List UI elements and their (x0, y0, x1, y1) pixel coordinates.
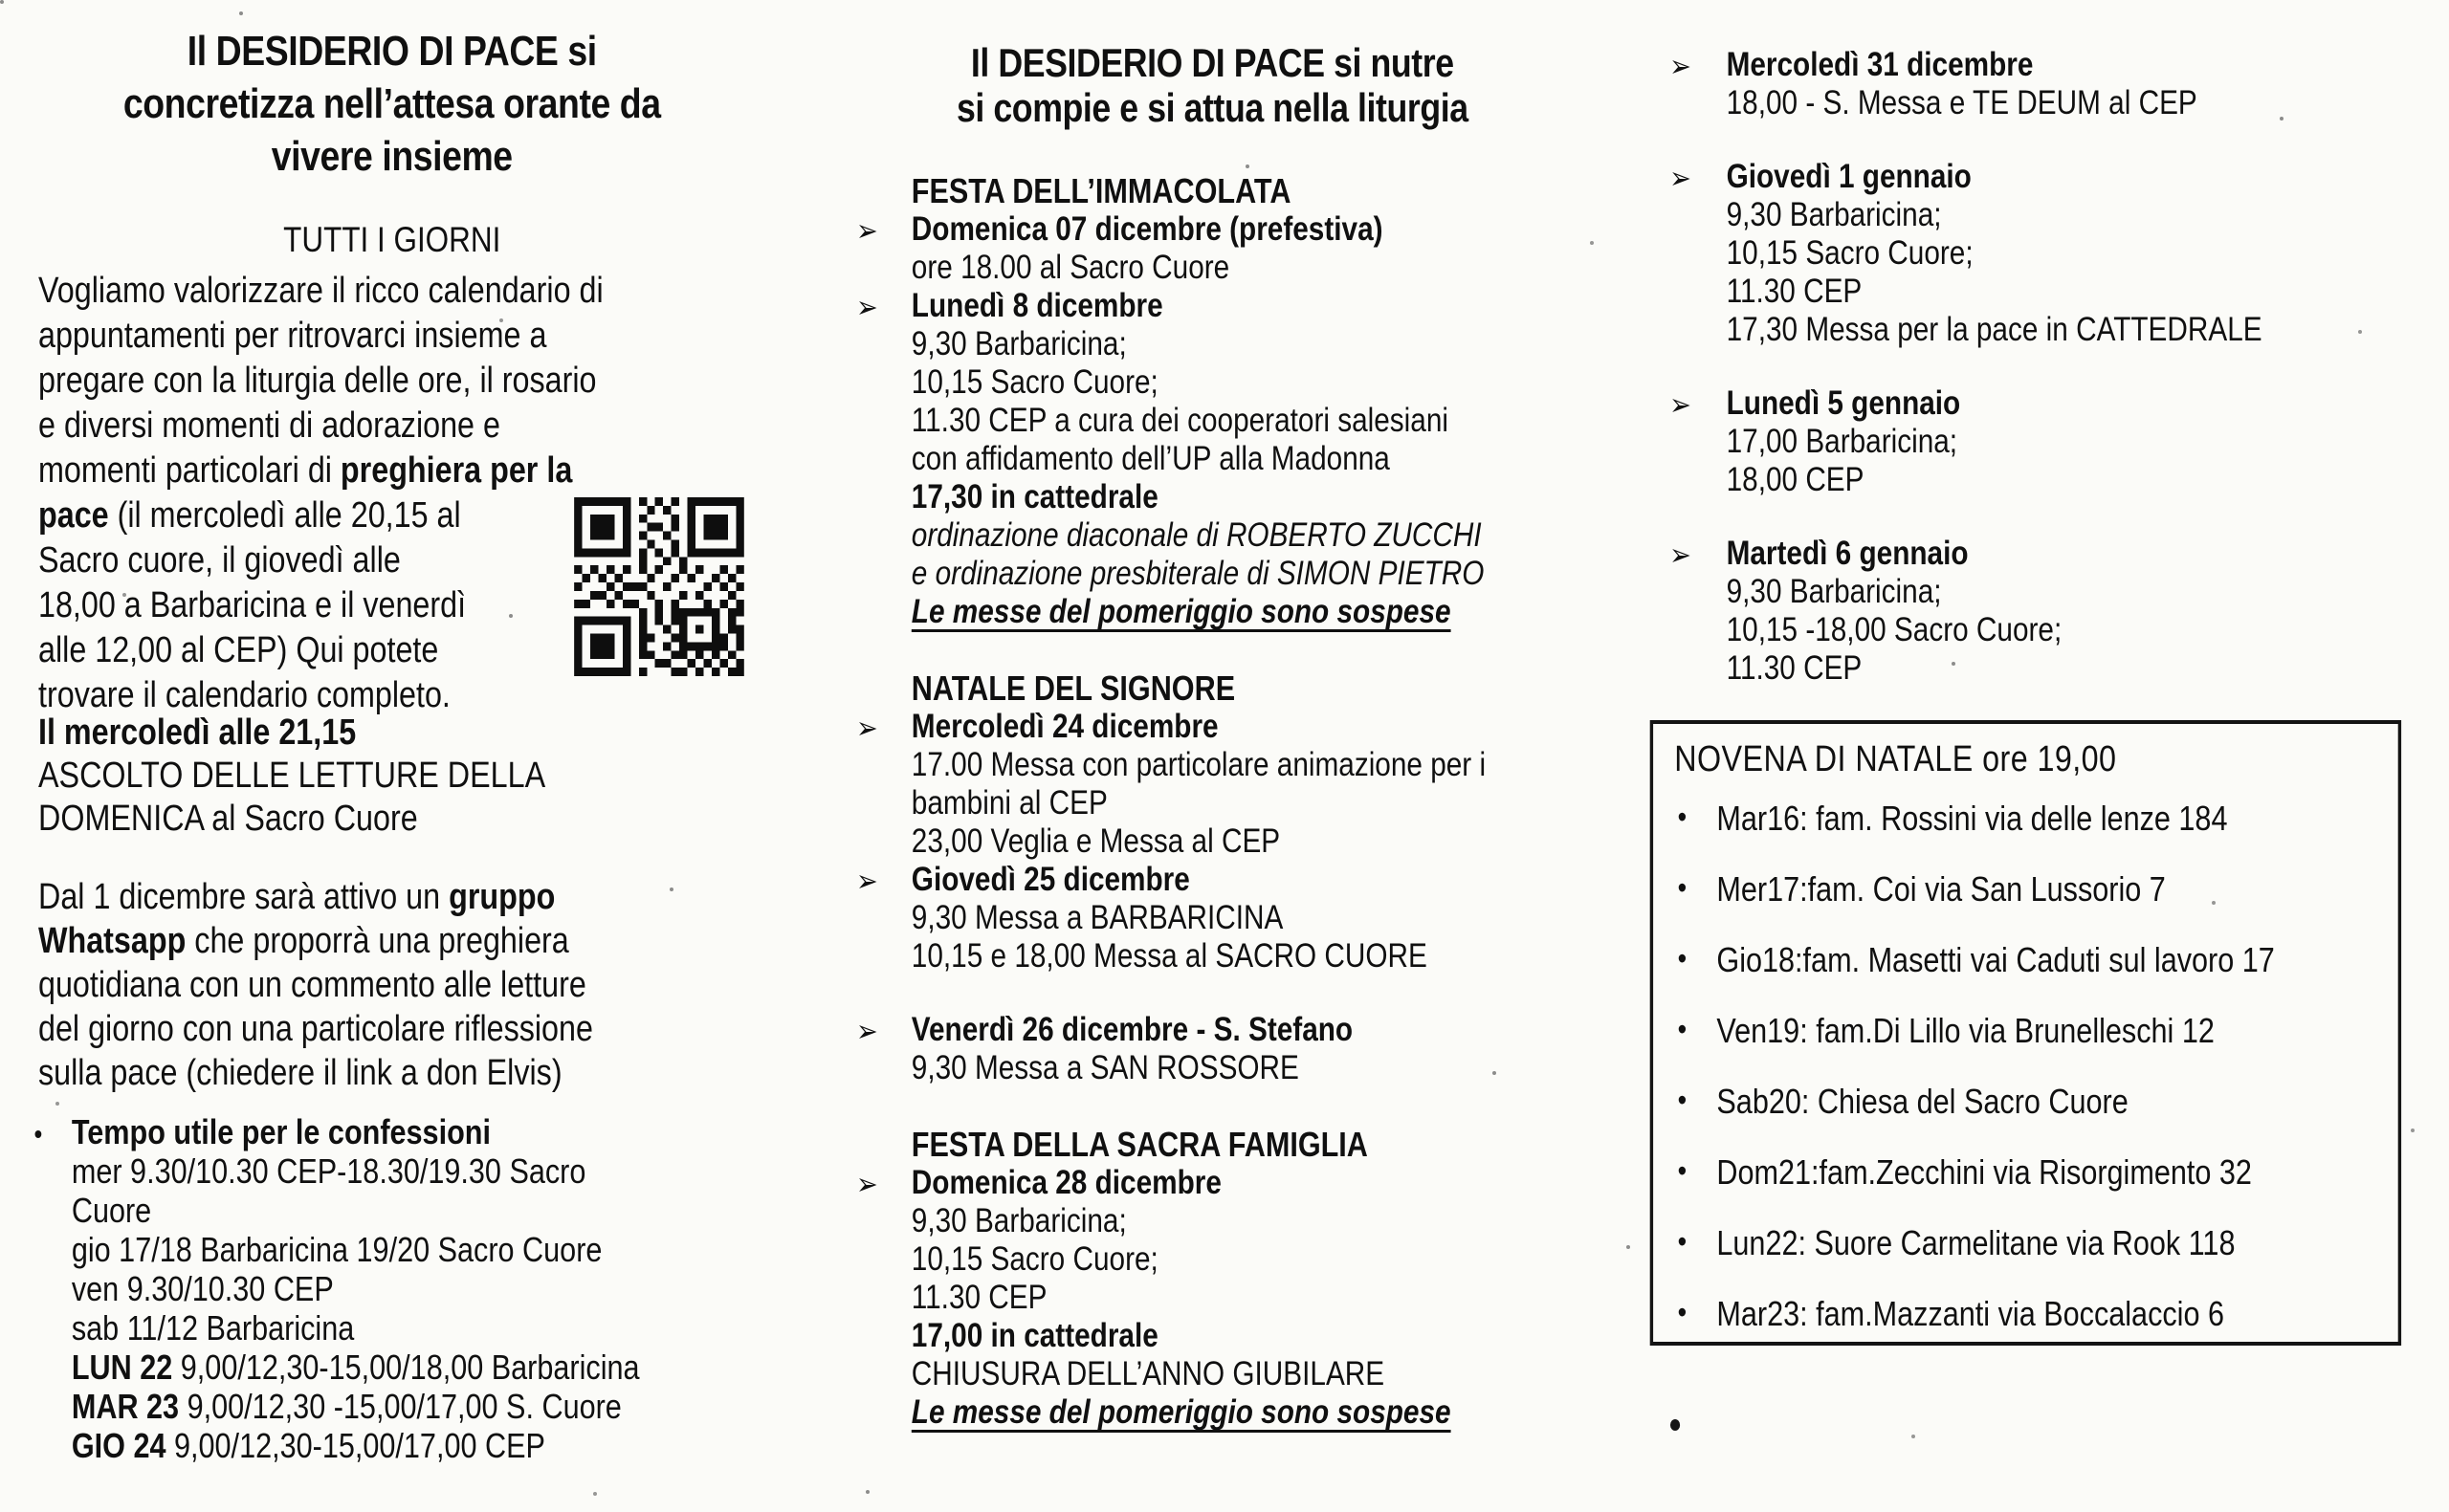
event-line: 10,15 -18,00 Sacro Cuore; (1726, 611, 2063, 648)
paragraph-line: alle 12,00 al CEP) Qui potete (38, 630, 439, 670)
text-segment: 9,00/12,30-15,00/17,00 CEP (165, 1426, 545, 1465)
event-title (1669, 384, 2262, 423)
text-segment-bold: preghiera per la (340, 450, 573, 491)
bullet-icon: • (1677, 800, 1688, 834)
bullet-icon: • (1677, 941, 1688, 975)
novena-item (1674, 1225, 2392, 1261)
bullet-icon: • (1677, 1012, 1688, 1046)
novena-item (1674, 1296, 2392, 1332)
event-line: e ordinazione presbiterale di SIMON PIETRO (911, 555, 1485, 592)
novena-item-text: Sab20: Chiesa del Sacro Cuore (1716, 1082, 2129, 1121)
paragraph-line: trovare il calendario completo. (38, 675, 451, 715)
event-line: 9,30 Barbaricina; (1726, 196, 1942, 233)
event-line: ordinazione diaconale di ROBERTO ZUCCHI (911, 516, 1482, 554)
event-line: 18,00 CEP (1726, 461, 1864, 498)
paragraph-line (38, 919, 593, 963)
event-line: 11.30 CEP (911, 1279, 1048, 1316)
event-title (856, 861, 1486, 899)
event-line: CHIUSURA DELL’ANNO GIUBILARE (911, 1355, 1385, 1392)
confessions-line (72, 1387, 640, 1426)
paragraph-line (38, 875, 593, 919)
text-segment-bold: MAR 23 (71, 1387, 180, 1426)
confessions-line (72, 1426, 640, 1465)
text-segment-bold: pace (38, 495, 109, 536)
event-line: 11.30 CEP a cura dei cooperatori salesiani (911, 402, 1448, 439)
whatsapp-paragraph (38, 875, 593, 1095)
novena-item-text: Dom21:fam.Zecchini via Risorgimento 32 (1716, 1152, 2252, 1192)
event-line: 9,30 Messa a BARBARICINA (911, 899, 1284, 936)
title-line: si compie e si attua nella liturgia (956, 85, 1468, 130)
intro-paragraph (38, 269, 604, 718)
section-heading: FESTA DELLA SACRA FAMIGLIA (911, 1125, 1368, 1164)
bullet-icon: • (1677, 1153, 1688, 1188)
text-segment-bold: Whatsapp (38, 921, 187, 961)
arrow-icon: ➢ (856, 1167, 878, 1201)
text-segment: 9,00/12,30 -15,00/17,00 S. Cuore (179, 1387, 622, 1426)
event-line: Le messe del pomeriggio sono sospese (911, 1393, 1451, 1431)
bullet-icon: • (33, 1119, 43, 1149)
text-segment: 9,00/12,30-15,00/18,00 Barbaricina (172, 1348, 640, 1387)
liturgy-schedule (856, 171, 1487, 1432)
event-line: ore 18.00 al Sacro Cuore (911, 249, 1230, 286)
event-line: 11.30 CEP (1726, 649, 1863, 687)
paragraph-line: pregare con la liturgia delle ore, il rosario (38, 361, 597, 401)
paragraph-line (38, 449, 604, 493)
novena-item (1674, 942, 2392, 978)
event-title (1669, 158, 2262, 196)
title-line: Il DESIDERIO DI PACE si nutre (970, 40, 1454, 85)
text-segment-bold: Martedì 6 gennaio (1726, 535, 1969, 572)
arrow-icon: ➢ (1669, 161, 1691, 195)
event-line: 17,00 in cattedrale (911, 1317, 1158, 1354)
text-segment-bold: GIO 24 (71, 1426, 166, 1465)
novena-item (1674, 871, 2392, 908)
event-title (856, 287, 1486, 325)
text-segment-bold: Giovedì 25 dicembre (911, 861, 1190, 898)
wednesday-listening-block (38, 712, 545, 841)
paragraph-line: Vogliamo valorizzare il ricco calendario di (38, 271, 604, 311)
column-center (856, 0, 1572, 1512)
arrow-icon: ➢ (1669, 49, 1691, 83)
event-line: 17,30 in cattedrale (911, 478, 1158, 515)
text-segment: Dal 1 dicembre sarà attivo un (38, 877, 450, 917)
arrow-icon: ➢ (1669, 387, 1691, 422)
section-heading: NATALE DEL SIGNORE (911, 668, 1236, 708)
event-line: 9,30 Messa a SAN ROSSORE (911, 1049, 1299, 1086)
event-line: Le messe del pomeriggio sono sospese (911, 593, 1451, 630)
arrow-icon: ➢ (856, 213, 878, 248)
paragraph-line (38, 493, 604, 538)
arrow-icon: ➢ (856, 1014, 878, 1048)
text-segment: (il mercoledì alle 20,15 al (108, 495, 461, 536)
confessions-line: sab 11/12 Barbaricina (71, 1308, 355, 1348)
block-line: ASCOLTO DELLE LETTURE DELLA (38, 756, 546, 796)
event-title (856, 1011, 1486, 1049)
text-segment-bold: Domenica 28 dicembre (911, 1164, 1222, 1201)
event-line: 23,00 Veglia e Messa al CEP (911, 822, 1281, 860)
stray-mark (1670, 1419, 1680, 1431)
text-segment-bold: Venerdì 26 dicembre - S. Stefano (911, 1011, 1354, 1048)
text-segment-bold: LUN 22 (71, 1348, 173, 1387)
arrow-icon: ➢ (856, 711, 878, 745)
confessions-line (72, 1348, 640, 1387)
qr-code (574, 497, 744, 676)
confessions-line: Cuore (71, 1191, 152, 1230)
january-schedule (1669, 46, 2262, 688)
column-right (1665, 0, 2449, 1512)
text-segment-bold: Giovedì 1 gennaio (1726, 158, 1972, 195)
confessions-line: mer 9.30/10.30 CEP-18.30/19.30 Sacro (71, 1151, 586, 1191)
scan-noise (0, 0, 4, 4)
novena-item-text: Gio18:fam. Masetti vai Caduti sul lavoro 17 (1716, 940, 2275, 979)
title-line: Il DESIDERIO DI PACE si (187, 28, 597, 75)
novena-item-text: Mer17:fam. Coi via San Lussorio 7 (1716, 869, 2166, 909)
novena-item-text: Mar23: fam.Mazzanti via Boccalaccio 6 (1716, 1294, 2225, 1333)
title-line: concretizza nell’attesa orante da (122, 80, 661, 127)
event-line: 10,15 Sacro Cuore; (1726, 234, 1974, 272)
bullet-icon: • (1677, 1083, 1688, 1117)
paragraph-line: sulla pace (chiedere il link a don Elvis) (38, 1053, 563, 1093)
title-line: vivere insieme (271, 133, 513, 180)
novena-item-text: Lun22: Suore Carmelitane via Rook 118 (1716, 1223, 2236, 1262)
bullet-icon: • (1677, 870, 1688, 905)
paragraph-line: 18,00 a Barbaricina e il venerdì (38, 585, 467, 625)
text-segment-bold: Mercoledì 31 dicembre (1726, 46, 2034, 83)
arrow-icon: ➢ (856, 864, 878, 898)
novena-item (1674, 1084, 2392, 1120)
novena-item-text: Ven19: fam.Di Lillo via Brunelleschi 12 (1716, 1011, 2215, 1050)
novena-item (1674, 1154, 2392, 1191)
novena-title: NOVENA DI NATALE ore 19,00 (1674, 739, 2117, 779)
event-line: 17,30 Messa per la pace in CATTEDRALE (1726, 311, 2262, 348)
text-segment-bold: Lunedì 8 dicembre (911, 287, 1163, 324)
bullet-icon: • (1677, 1295, 1688, 1329)
text-segment-bold: Mercoledì 24 dicembre (911, 708, 1219, 745)
event-title (1669, 46, 2262, 84)
confessions-line: gio 17/18 Barbaricina 19/20 Sacro Cuore (71, 1230, 603, 1269)
event-title (856, 210, 1486, 249)
block-line: DOMENICA al Sacro Cuore (38, 799, 418, 839)
event-line: 10,15 Sacro Cuore; (911, 1240, 1158, 1278)
col2-title (856, 40, 1569, 130)
confessions-heading (33, 1112, 640, 1151)
event-line: 9,30 Barbaricina; (911, 325, 1127, 362)
event-line: 17,00 Barbaricina; (1726, 423, 1958, 460)
novena-item (1674, 1013, 2392, 1049)
text-segment-bold: Tempo utile per le confessioni (71, 1112, 491, 1151)
bullet-icon: • (1677, 1224, 1688, 1259)
confessions-line: ven 9.30/10.30 CEP (71, 1269, 334, 1308)
event-line: 9,30 Barbaricina; (1726, 573, 1942, 610)
section-heading: FESTA DELL’IMMACOLATA (911, 171, 1291, 210)
text-segment: momenti particolari di (38, 450, 341, 491)
text-segment-bold: gruppo (449, 877, 556, 917)
text-segment: che proporrà una preghiera (186, 921, 569, 961)
column-left (33, 0, 754, 1512)
block-heading: Il mercoledì alle 21,15 (38, 712, 357, 753)
event-line: 11.30 CEP (1726, 273, 1863, 310)
paragraph-line: del giorno con una particolare riflessione (38, 1009, 593, 1049)
novena-item (1674, 800, 2392, 837)
text-segment-bold: Lunedì 5 gennaio (1726, 384, 1961, 422)
paragraph-line: e diversi momenti di adorazione e (38, 405, 500, 446)
arrow-icon: ➢ (1669, 537, 1691, 572)
paragraph-line: Sacro cuore, il giovedì alle (38, 540, 401, 581)
event-line: 10,15 Sacro Cuore; (911, 363, 1158, 401)
event-title (1669, 535, 2262, 573)
col1-subtitle: TUTTI I GIORNI (283, 220, 501, 259)
event-line: bambini al CEP (911, 784, 1108, 822)
event-title (856, 708, 1486, 746)
paragraph-line: quotidiana con un commento alle letture (38, 965, 586, 1005)
paragraph-line: appuntamenti per ritrovarci insieme a (38, 316, 547, 356)
confessions-block (33, 1112, 640, 1465)
event-line: con affidamento dell’UP alla Madonna (911, 440, 1390, 477)
novena-item-text: Mar16: fam. Rossini via delle lenze 184 (1716, 799, 2228, 838)
event-line: 10,15 e 18,00 Messa al SACRO CUORE (911, 937, 1427, 975)
col1-title (38, 25, 746, 183)
arrow-icon: ➢ (856, 290, 878, 324)
event-line: 9,30 Barbaricina; (911, 1202, 1127, 1239)
event-line: 17.00 Messa con particolare animazione per i (911, 746, 1487, 783)
event-line: 18,00 - S. Messa e TE DEUM al CEP (1726, 84, 2197, 121)
novena-box (1650, 720, 2401, 1346)
event-title (856, 1164, 1486, 1202)
text-segment-bold: Domenica 07 dicembre (prefestiva) (911, 210, 1383, 248)
